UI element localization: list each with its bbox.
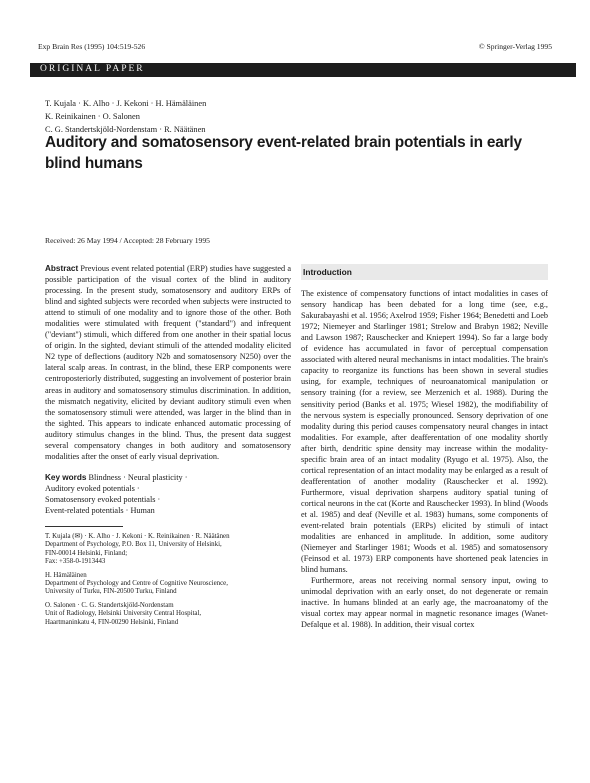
affiliation-line: FIN-00014 Helsinki, Finland; [45,549,128,557]
abstract [45,263,291,462]
affiliation [45,533,291,567]
affiliation [45,602,291,627]
footnote-divider [45,526,123,527]
running-header [38,42,552,51]
abstract-label: Abstract [45,264,79,273]
author-list [45,97,206,136]
keyword-line: Somatosensory evoked potentials · [45,494,161,504]
keywords [45,472,291,516]
affiliation-line: Unit of Radiology, Helsinki University Central Hospital, [45,610,202,618]
publisher-copyright: © Springer-Verlag 1995 [478,42,552,51]
keyword-line: Blindness · Neural plasticity · [88,472,188,482]
affiliation-line: University of Turku, FIN-20500 Turku, Finland [45,588,177,596]
right-column [301,263,548,631]
banner-label: ORIGINAL PAPER [40,64,145,74]
affiliation-line: Fax: +358-0-1913443 [45,558,106,566]
author-line: C. G. Standertskjöld-Nordenstam · R. Näätänen [45,125,206,134]
affiliation-line: Department of Psychology and Centre of Cognitive Neuroscience, [45,580,228,588]
affiliation [45,572,291,597]
article-type-banner [30,63,576,77]
body-paragraph: Furthermore, areas not receiving normal sensory input, owing to unimodal deprivation with an early onset, do not degenerate or remain inactive. In humans blinded at an early age, the macroanatomy of the visual cortex may appear normal in magnetic resonance images (Wanet-Defalque et al. 1988). In addition, their visual cortex [301,576,548,630]
body-paragraph: The existence of compensatory functions of intact modalities in cases of sensory handicap has been debated for a long time (see, e.g., Sakurabayashi et al. 1956; Axelrod 1959; Fisher 1964; Benedetti and Loeb 1972; Niemeyer and Starlinger 1981; Strelow and Brabyn 1982; Neville and Lawson 1987; Rauschecker and Kniepert 1994). So far a large body of evidence has accumulated in favor of perceptual compensation associated with altered neural mechanisms in intact modalities. The brain's capacity to reorganize its functions has been shown in several studies using, for example, techniques of neuroanatomical manipulation or sensory training (for a review, see Merzenich et al. 1988). During the sensitivity period (Banks et al. 1975; Wiesel 1982), the modifiability of the nervous system is especially pronounced. Sensory deprivation of one modality during this period causes compensatory neural changes in intact modalities. For example, after deafferentation of one modality shortly after birth, dendritic spine density may increase within the modality-specific brain area of an intact modality (Ryugo et al. 1975). Also, the cortical representation of an intact modality may be enlarged as a result of deafferentation of another modality (Rauschecker et al. 1992). Furthermore, visual deprivation sharpens auditory spatial tuning of cortical neurons in the cat (Korte and Rauschecker 1993). In blind (Woods et al. 1985) and deaf (Neville et al. 1983) humans, some components of event-related brain potentials (ERPs) elicited by stimuli of intact modalities are enhanced in amplitude. In addition, some auditory (Niemeyer and Starlinger 1981; Woods et al. 1985) and somatosensory (Feinsod et al. 1973) ERP components have shortened peak latencies in blind humans. [301,289,548,575]
affiliation-line: H. Hämäläinen [45,571,87,579]
keyword-line: Auditory evoked potentials · [45,483,140,493]
affiliation-line: Department of Psychology, P.O. Box 11, University of Helsinki, [45,541,222,549]
abstract-text: Previous event related potential (ERP) studies have suggested a possible participation of the visual cortex of the blind in auditory processing. In the present study, somatosensory and auditory ERPs of blind and sighted subjects were recorded when subjects were instructed to attend to stimuli of one modality and to ignore those of the other. Both modalities were stimulated with frequent ("standard") and infrequent ("deviant") stimuli, which differed from one another in their spatial locus of origin. In the sighted, deviant stimuli of the attended modality elicited N2 type of deflections (auditory N2b and somatosensory N250) over the lateral scalp areas. In contrast, in the blind, these ERP components were centroposteriorly distributed, suggesting an involvement of posterior brain areas in auditory and somatosensory stimulus discrimination. In addition, the mismatch negativity, elicited by deviant auditory stimuli even when the somatosensory stimuli were attended, was larger in the blind than in the sighted. This appears to indicate enhanced automatic processing of auditory stimulus changes in the blind. Thus, the present data suggest several compensatory changes in both auditory and somatosensory modalities after the onset of early visual deprivation. [45,264,291,461]
article-title: Auditory and somatosensory event-related brain potentials in early blind humans [45,134,522,172]
affiliation-line: O. Salonen · C. G. Standertskjöld-Nordenstam [45,601,174,609]
keywords-label: Key words [45,472,87,482]
keyword-line: Event-related potentials · Human [45,505,155,515]
left-column [45,263,291,632]
author-line: K. Reinikainen · O. Salonen [45,112,140,121]
section-heading: Introduction [301,264,548,280]
author-line: T. Kujala · K. Alho · J. Kekoni · H. Hämäläinen [45,99,207,108]
affiliation-line: T. Kujala (✉) · K. Alho · J. Kekoni · K. Reinikainen · R. Näätänen [45,533,230,541]
affiliation-line: Haartmaninkatu 4, FIN-00290 Helsinki, Finland [45,618,179,626]
journal-reference: Exp Brain Res (1995) 104:519-526 [38,42,146,51]
received-dates: Received: 26 May 1994 / Accepted: 28 February 1995 [45,236,210,245]
